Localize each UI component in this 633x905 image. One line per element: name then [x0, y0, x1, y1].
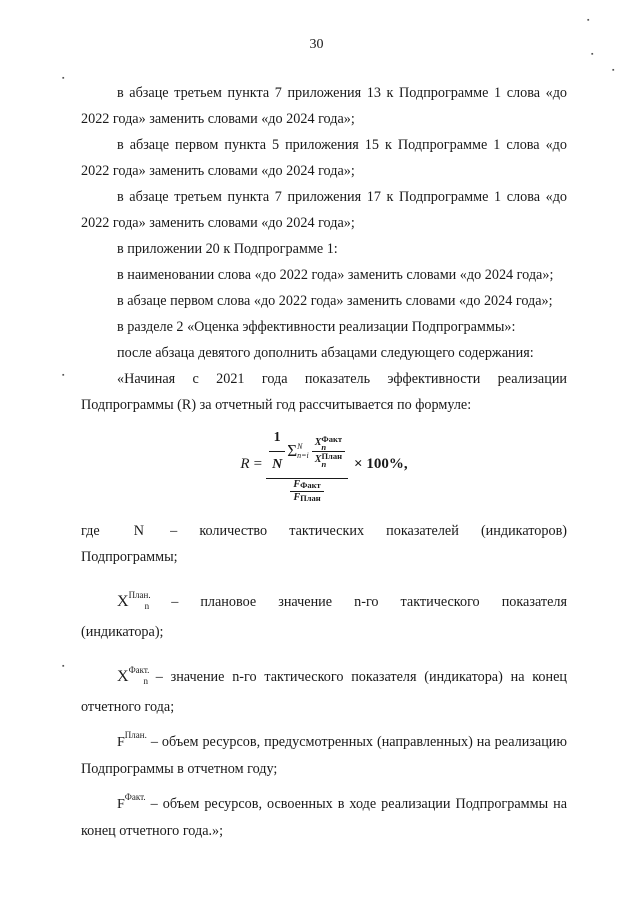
formula-n: N	[272, 456, 283, 472]
paragraph-8: после абзаца девятого дополнить абзацами следующего содержания:	[117, 345, 534, 361]
x-plan-subscript: n	[144, 601, 150, 611]
f-plan-superscript: План.	[124, 730, 147, 740]
where-label: где	[81, 523, 100, 539]
paragraph-2: в абзаце первом пункта 5 приложения 15 к Подпрограмме 1 слова «до 2022 года» заменить словами «до 2024 года»;	[81, 137, 567, 179]
formula-denominator	[287, 479, 326, 504]
definition-f-fact	[81, 784, 567, 844]
definition-x-fact	[81, 657, 567, 720]
f-fact-definition: – объем ресурсов, освоенных в ходе реализации Подпрограммы на конец отчетного года.»;	[81, 796, 567, 839]
efficiency-formula	[81, 420, 567, 508]
x-plan-sup: План	[321, 450, 342, 461]
formula-main-fraction	[266, 425, 348, 504]
f-ratio	[290, 479, 323, 504]
paragraph-1: в абзаце третьем пункта 7 приложения 13 к Подпрограмме 1 слова «до 2022 года» заменить словами «до 2024 года»;	[81, 85, 567, 127]
f-fact-sup: Факт	[300, 479, 321, 490]
x-plan-symbol: X	[117, 593, 129, 610]
sum-lower-limit: n=i	[297, 451, 309, 460]
paragraph-9: «Начиная с 2021 года показатель эффективности реализации Подпрограммы (R) за отчетный год рассчитывается по формуле:	[81, 371, 567, 413]
x-fact-definition: – значение n-го тактического показателя (индикатора) на конец отчетного года;	[81, 669, 568, 715]
f-plan-definition: – объем ресурсов, предусмотренных (направленных) на реализацию Подпрограммы в отчетном году;	[81, 734, 567, 777]
sigma-glyph: Σ	[287, 441, 298, 460]
formula-times-100: × 100%,	[354, 456, 408, 472]
paragraph-5: в наименовании слова «до 2022 года» заменить словами «до 2024 года»;	[117, 267, 554, 283]
one-over-n	[269, 425, 285, 478]
f-plan-sup: План	[300, 492, 321, 503]
x-plan-definition: – плановое значение n-го тактического показателя (индикатора);	[81, 594, 567, 640]
x-fact-sub: n	[321, 441, 327, 452]
f-fact-symbol: F	[117, 797, 125, 812]
definition-n	[81, 518, 567, 570]
definition-x-plan	[81, 582, 567, 645]
x-fact-subscript: n	[143, 676, 148, 686]
f-plan-var: F	[293, 491, 301, 503]
formula-equals: =	[253, 456, 263, 472]
x-fact-symbol: X	[117, 668, 129, 685]
x-fact-var: X	[314, 436, 322, 448]
sum-symbol	[287, 438, 312, 464]
document-body	[81, 80, 567, 844]
n-definition: – количество тактических показателей (индикаторов) Подпрограммы;	[81, 523, 567, 565]
f-fact-var: F	[293, 478, 301, 490]
paragraph-4: в приложении 20 к Подпрограмме 1:	[117, 241, 338, 257]
formula-numerator	[266, 425, 348, 478]
paragraph-3: в абзаце третьем пункта 7 приложения 17 к Подпрограмме 1 слова «до 2022 года» заменить словами «до 2024 года»;	[81, 189, 567, 231]
x-ratio	[312, 435, 345, 468]
formula-one: 1	[273, 429, 281, 445]
paragraph-7: в разделе 2 «Оценка эффективности реализации Подпрограммы»:	[117, 319, 516, 335]
n-symbol: N	[133, 523, 145, 539]
x-fact-sup: Факт	[321, 433, 343, 444]
page-number: 30	[309, 37, 324, 52]
sum-upper-limit: N	[297, 442, 303, 451]
x-plan-superscript: План.	[128, 590, 151, 600]
formula-lhs: R	[240, 456, 250, 472]
paragraph-6: в абзаце первом слова «до 2022 года» заменить словами «до 2024 года»;	[117, 293, 553, 309]
x-plan-sub: n	[321, 458, 327, 469]
f-fact-superscript: Факт.	[124, 792, 146, 802]
f-plan-symbol: F	[117, 735, 125, 750]
x-fact-superscript: Факт.	[128, 665, 150, 675]
definition-f-plan	[81, 722, 567, 782]
x-plan-var: X	[314, 453, 322, 465]
